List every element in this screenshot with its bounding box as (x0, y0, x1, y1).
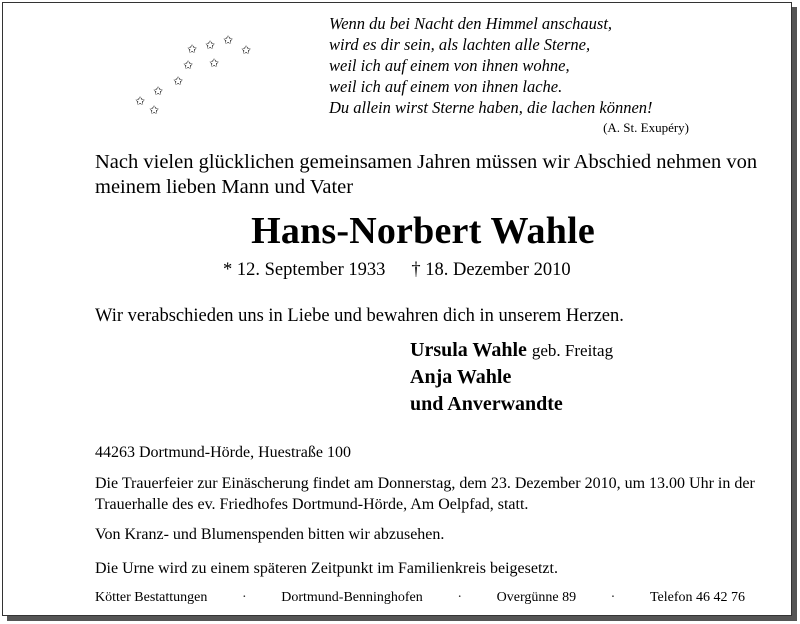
ceremony-info: Die Trauerfeier zur Einäscherung findet am Donnerstag, dem 23. Dezember 2010, um 13.00 Uhr in der Trauerhalle des ev. Friedhofes Dortmund-Hörde, Am Oelpfad, statt. (95, 475, 755, 513)
separator: · (241, 590, 247, 605)
star-icon: ✩ (223, 33, 234, 47)
star-icon: ✩ (153, 84, 164, 98)
death-date: † 18. Dezember 2010 (411, 260, 571, 280)
star-icon: ✩ (173, 74, 184, 88)
life-dates (223, 258, 643, 282)
separator: · (610, 590, 616, 605)
maiden-name: geb. Freitag (531, 341, 614, 360)
mourner-others: und Anverwandte (410, 393, 563, 415)
urn-note: Die Urne wird zu einem späteren Zeitpunkt im Familienkreis beigesetzt. (95, 560, 558, 577)
deceased-name: Hans-Norbert Wahle (251, 210, 595, 252)
birth-date: * 12. September 1933 (223, 260, 386, 280)
poem-line: Wenn du bei Nacht den Himmel anschaust, (329, 14, 613, 33)
star-icon: ✩ (135, 94, 146, 108)
undertaker-phone: Telefon 46 42 76 (649, 590, 745, 605)
poem (329, 13, 769, 137)
poem-line: wird es dir sein, als lachten alle Sterne, (329, 35, 591, 54)
undertaker-footer (95, 589, 745, 607)
undertaker-city: Dortmund-Benninghofen (281, 590, 423, 605)
obituary-notice (2, 2, 792, 616)
farewell-text: Wir verabschieden uns in Liebe und bewahren dich in unserem Herzen. (95, 306, 624, 326)
mourner-row (410, 391, 790, 418)
star-icon: ✩ (149, 103, 160, 117)
intro-text: Nach vielen glücklichen gemeinsamen Jahren müssen wir Abschied nehmen von meinem lieben Mann und Vater (95, 151, 758, 198)
flowers-note: Von Kranz- und Blumenspenden bitten wir abzusehen. (95, 526, 445, 543)
mourner-name: Anja Wahle (410, 366, 512, 388)
poem-line: weil ich auf einem von ihnen lache. (329, 77, 563, 96)
star-icon: ✩ (209, 56, 220, 70)
mourners (410, 337, 790, 418)
poem-line: Du allein wirst Sterne haben, die lachen können! (329, 98, 653, 117)
mourner-row (410, 364, 790, 391)
star-icon: ✩ (205, 38, 216, 52)
mourner-name: Ursula Wahle (410, 339, 527, 361)
star-icon: ✩ (241, 43, 252, 57)
star-icon: ✩ (183, 58, 194, 72)
address: 44263 Dortmund-Hörde, Huestraße 100 (95, 444, 351, 461)
undertaker-street: Overgünne 89 (496, 590, 577, 605)
stars-decoration (131, 31, 261, 121)
poem-author: (A. St. Exupéry) (603, 120, 689, 135)
undertaker-name: Kötter Bestattungen (95, 590, 208, 605)
separator: · (457, 590, 463, 605)
poem-line: weil ich auf einem von ihnen wohne, (329, 56, 570, 75)
mourner-row (410, 337, 790, 364)
star-icon: ✩ (187, 42, 198, 56)
